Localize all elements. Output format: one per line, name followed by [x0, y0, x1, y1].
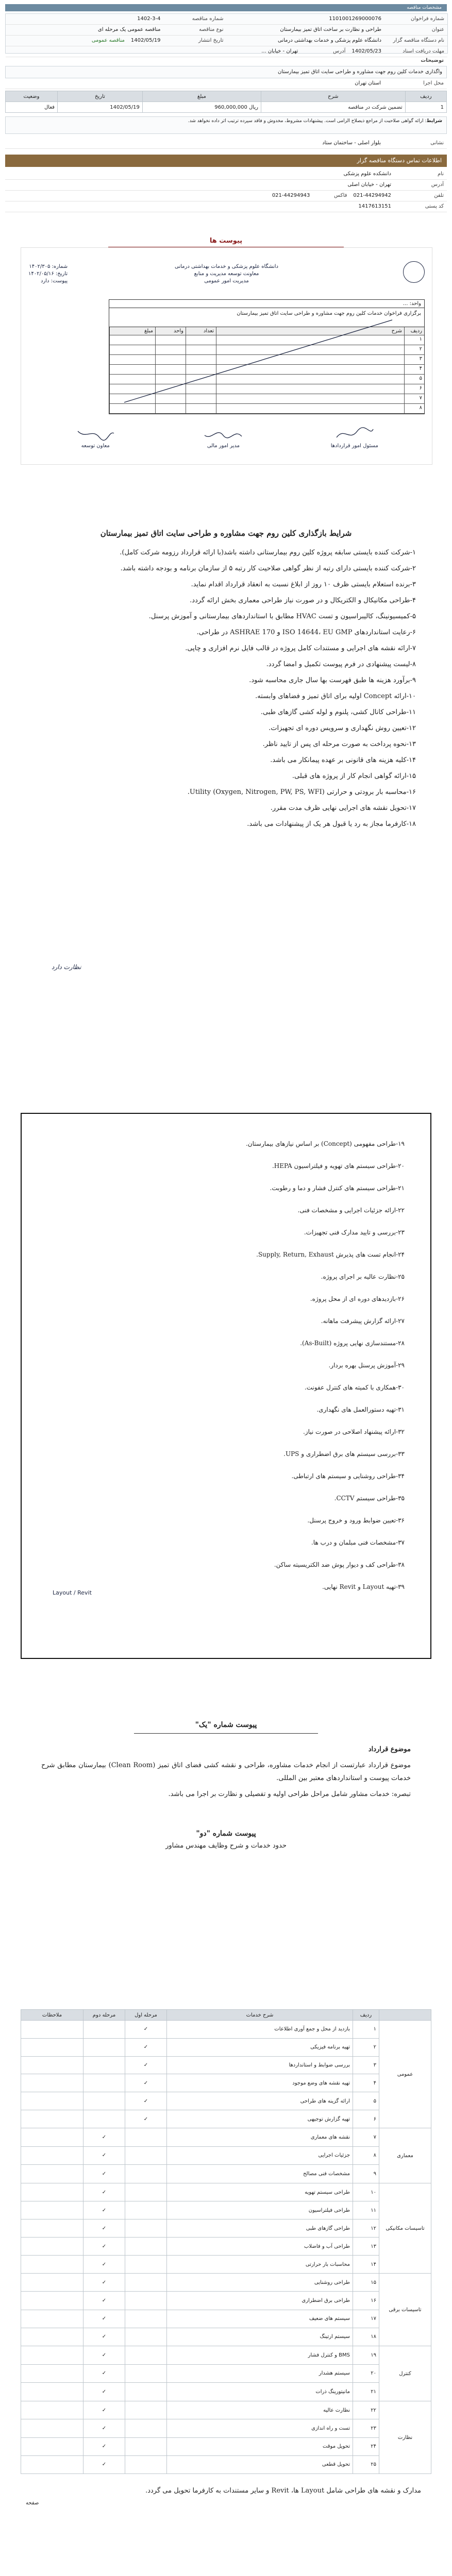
condition-item: ۱۲-تعیین روش نگهداری و سرویس دوره ای تجهیزات. — [269, 724, 416, 732]
contractor-row: محل اجرا استان تهران — [5, 78, 447, 88]
scope-cell: ✓ — [83, 2165, 125, 2183]
field-row: نوع مناقصه مناقصه عمومی یک مرحله ای — [6, 25, 227, 36]
service-desc: مانیتورینگ ذرات — [167, 2383, 353, 2401]
service-desc: تحویل قطعی — [167, 2455, 353, 2473]
row-number: ۱۸ — [353, 2328, 379, 2346]
scope-cell — [125, 2364, 167, 2383]
guarantee-table — [5, 91, 447, 113]
scope-table-page — [21, 2009, 431, 2506]
signer: معاون توسعه — [75, 426, 116, 449]
service-desc: ارائه گزینه های طراحی — [167, 2092, 353, 2110]
table-row — [21, 2092, 431, 2110]
scan-form-box: واحد: ... برگزاری فراخوان خدمات کلین روم جهت مشاوره و طراحی سایت اتاق تمیز بیمارستان ردیف شرح تعداد واحد مبلغ ۱ ۲ ۳ ۴ ۵ ۶ ۷ ۸ — [109, 299, 425, 414]
scope-cell: ✓ — [83, 2201, 125, 2219]
scope-cell — [21, 2328, 83, 2346]
th-group — [379, 2010, 431, 2021]
scan-header-left: شماره: ۱۴۰۲/۳۰۵ تاریخ: ۱۴۰۲/۰۵/۱۶ پیوست: دارد — [28, 264, 68, 284]
scope-cell — [21, 2074, 83, 2092]
row-number: ۳ — [353, 2056, 379, 2074]
service-desc: نقشه های معماری — [167, 2128, 353, 2147]
th: ملاحظات — [21, 2010, 83, 2021]
scope-cell: ✓ — [125, 2038, 167, 2056]
condition-item: ۲-شرکت کننده بایستی دارای رتبه از نظر گواهی صلاحیت کار رتبه ۵ از سازمان برنامه و بودجه داشته باشد. — [120, 565, 416, 572]
scope-cell — [21, 2310, 83, 2328]
scope-cell — [21, 2383, 83, 2401]
row-number: ۲۳ — [353, 2419, 379, 2437]
scan-box-title: واحد: ... — [109, 300, 424, 308]
scope-group: تاسیسات برقی — [379, 2274, 431, 2346]
scope-cell — [125, 2328, 167, 2346]
signature-icon — [203, 426, 244, 442]
condition-item: ۲۸-مستندسازی نهایی پروژه (As-Built). — [300, 1340, 405, 1347]
description-text: واگذاری خدمات کلین روم جهت مشاوره و طراحی سایت اتاق تمیز بیمارستان — [5, 66, 447, 78]
table-row — [21, 2346, 431, 2365]
service-desc: سیستم های ضعیف — [167, 2310, 353, 2328]
scan-continuation-page — [21, 1113, 431, 1659]
scope-cell — [125, 2419, 167, 2437]
scope-cell — [21, 2364, 83, 2383]
fields-right — [227, 14, 448, 46]
table-row — [21, 2074, 431, 2092]
fields-left — [6, 14, 227, 46]
scan-table-row: ۸ — [109, 404, 424, 414]
row-number: ۵ — [353, 2092, 379, 2110]
scope-cell: ✓ — [83, 2346, 125, 2365]
scope-group: معماری — [379, 2128, 431, 2183]
scope-cell: ✓ — [83, 2146, 125, 2165]
conditions-page — [21, 520, 431, 1056]
scope-cell — [125, 2401, 167, 2419]
th: ردیف — [353, 2010, 379, 2021]
row-number: ۲ — [353, 2038, 379, 2056]
condition-item: ۱۵-ارائه گواهی انجام کار از پروژه های قبلی. — [292, 772, 416, 780]
table-row — [21, 2219, 431, 2238]
table-row — [21, 2056, 431, 2074]
row-number: ۱۱ — [353, 2201, 379, 2219]
row-number: ۴ — [353, 2074, 379, 2092]
signature-icon — [334, 426, 375, 442]
page-number: صفحه — [26, 2500, 39, 2506]
scope-cell — [125, 2128, 167, 2147]
row-number: ۱۷ — [353, 2310, 379, 2328]
signer: مدیر امور مالی — [203, 426, 244, 449]
scope-cell: ✓ — [83, 2310, 125, 2328]
condition-item: ۲۲-ارائه جزئیات اجرایی و مشخصات فنی. — [297, 1207, 405, 1214]
scope-cell — [125, 2383, 167, 2401]
scope-cell: ✓ — [83, 2128, 125, 2147]
condition-item: ۳۰-همکاری با کمیته های کنترل عفونت. — [304, 1384, 405, 1391]
service-desc: طراحی سیستم تهویه — [167, 2183, 353, 2201]
table-row — [21, 2038, 431, 2056]
table-row — [21, 2310, 431, 2328]
th: مرحله دوم — [83, 2010, 125, 2021]
scope-cell — [125, 2238, 167, 2256]
service-desc: جزئیات اجرایی — [167, 2146, 353, 2165]
service-desc: تست و راه اندازی — [167, 2419, 353, 2437]
scope-cell — [21, 2183, 83, 2201]
th: وضعیت — [6, 91, 58, 102]
scope-group: کنترل — [379, 2346, 431, 2401]
service-desc: بازدید از محل و جمع آوری اطلاعات — [167, 2021, 353, 2039]
strike-line — [124, 320, 392, 402]
table-row — [21, 2021, 431, 2039]
service-desc: طراحی فیلتراسیون — [167, 2201, 353, 2219]
scope-cell — [21, 2455, 83, 2473]
condition-item: ۳۹-تهیه Layout و Revit نهایی. — [322, 1583, 405, 1590]
scope-footnote: مدارک و نقشه های طراحی شامل Layout ها، Revit و سایر مستندات به کارفرما تحویل می گردد. — [145, 2487, 421, 2495]
row-number: ۶ — [353, 2110, 379, 2128]
row-number: ۱۴ — [353, 2256, 379, 2274]
row-number: ۱۲ — [353, 2219, 379, 2238]
contact-bar: اطلاعات تماس دستگاه مناقصه گزار — [5, 155, 447, 167]
condition-item: ۲۳-بررسی و تایید مدارک فنی تجهیزات. — [304, 1229, 405, 1236]
table-row — [21, 2455, 431, 2473]
table-row — [21, 2183, 431, 2201]
annex-section-title: موضوع قرارداد — [368, 1745, 411, 1753]
row-number: ۲۱ — [353, 2383, 379, 2401]
scope-cell: ✓ — [125, 2021, 167, 2039]
scope-cell: ✓ — [83, 2383, 125, 2401]
condition-item: ۱-شرکت کننده بایستی سابقه پروژه کلین روم بیمارستانی داشته باشد(با ارائه قرارداد رزومه شرکت کامل). — [120, 549, 416, 556]
scope-cell: ✓ — [125, 2110, 167, 2128]
condition-item: ۳۷-مشخصات فنی مبلمان و درب ها. — [311, 1539, 405, 1546]
condition-item: ۲۵-نظارت عالیه بر اجرای پروژه. — [321, 1273, 405, 1280]
scope-cell — [21, 2038, 83, 2056]
table-row — [21, 2292, 431, 2310]
scope-cell: ✓ — [83, 2256, 125, 2274]
table-row — [21, 2419, 431, 2437]
condition-item: ۳۲-ارائه پیشنهاد اصلاحی در صورت نیاز. — [303, 1428, 405, 1435]
row-number: ۱۹ — [353, 2346, 379, 2365]
scope-cell — [83, 2038, 125, 2056]
condition-item: ۲۱-طراحی سیستم های کنترل فشار و دما و رطوبت. — [270, 1184, 405, 1192]
row-number: ۲۴ — [353, 2437, 379, 2455]
scope-cell — [21, 2201, 83, 2219]
field-row: عنوان طراحی و نظارت بر ساخت اتاق تمیز بیمارستان — [227, 25, 448, 36]
scope-cell — [83, 2056, 125, 2074]
scope-group: تاسیسات مکانیکی — [379, 2183, 431, 2274]
scope-cell — [83, 2021, 125, 2039]
scope-cell — [125, 2165, 167, 2183]
field-row: مهلت دریافت اسناد 1402/05/23 آدرس تهران - خیابان ... — [6, 46, 447, 57]
scope-cell — [125, 2346, 167, 2365]
condition-item: ۱۷-تحویل نقشه های اجرایی نهایی ظرف مدت مقرر. — [270, 804, 416, 812]
condition-item: ۳۵-طراحی سیستم CCTV. — [334, 1495, 405, 1502]
condition-item: ۱۳-نحوه پرداخت به صورت مرحله ای پس از تایید ناظر. — [262, 740, 416, 748]
th: مبلغ — [142, 91, 261, 102]
row-number: ۱۰ — [353, 2183, 379, 2201]
table-row — [21, 2128, 431, 2147]
condition-item: ۳۱-تهیه دستورالعمل های نگهداری. — [316, 1406, 405, 1413]
condition-item: ۱۶-محاسبه بار برودتی و حرارتی Utility (Oxygen, Nitrogen, PW, PS, WFI). — [187, 788, 416, 796]
row-number: ۷ — [353, 2128, 379, 2147]
description-label: توضیحات — [421, 58, 444, 63]
scope-cell — [83, 2092, 125, 2110]
table-row — [21, 2328, 431, 2346]
scope-cell — [125, 2201, 167, 2219]
scope-cell: ✓ — [83, 2455, 125, 2473]
condition-item: ۲۴-انجام تست های پذیرش Supply, Return, Exhaust. — [256, 1251, 405, 1258]
table-row — [21, 2110, 431, 2128]
description-block — [5, 56, 447, 76]
annex-one-body — [21, 1738, 431, 1809]
scope-table — [21, 2009, 431, 2474]
th: شرح خدمات — [167, 2010, 353, 2021]
scope-cell — [21, 2128, 83, 2147]
table-row — [21, 2274, 431, 2292]
condition-item: ۲۶-بازدیدهای دوره ای از محل پروژه. — [310, 1295, 405, 1302]
scope-cell: ✓ — [83, 2328, 125, 2346]
table-row — [21, 2256, 431, 2274]
scope-cell — [21, 2437, 83, 2455]
service-desc: طراحی روشنایی — [167, 2274, 353, 2292]
scope-cell — [21, 2292, 83, 2310]
continuation-list — [22, 1114, 430, 1620]
signer: مسئول امور قراردادها — [331, 426, 378, 449]
condition-item: ۸-لیست پیشنهادی در فرم پیوست تکمیل و امضا گردد. — [266, 660, 416, 668]
scope-cell — [21, 2274, 83, 2292]
row-number: ۱۶ — [353, 2292, 379, 2310]
condition-item: ۱۹-طراحی مفهومی (Concept) بر اساس نیازهای بیمارستان. — [245, 1140, 405, 1147]
scope-cell — [21, 2146, 83, 2165]
scan-form-title: برگزاری فراخوان خدمات کلین روم جهت مشاوره و طراحی سایت اتاق تمیز بیمارستان — [109, 308, 424, 327]
scope-cell — [125, 2183, 167, 2201]
scope-cell: ✓ — [125, 2092, 167, 2110]
scope-group: عمومی — [379, 2021, 431, 2128]
contact-block: نام دانشکده علوم پزشکی آدرس تهران - خیابان اصلی تلفن 021-44294942 فاکس 021-44294943 کد پستی 1417613151 — [5, 169, 447, 212]
condition-item: ۳۸-طراحی کف و دیوار پوش ضد الکتریسیته ساکن. — [274, 1561, 405, 1568]
notes-text: ارائه گواهی صلاحیت از مراجع ذیصلاح الزامی است. پیشنهادات مشروط، مخدوش و فاقد سپرده ترتیب اثر داده نخواهد شد. — [188, 118, 424, 124]
condition-item: ۳-برنده استعلام بایستی ظرف ۱۰ روز از ابلاغ نسبت به انعقاد قرارداد اقدام نماید. — [191, 581, 416, 588]
attachments-title: پیوست ها — [5, 237, 447, 249]
service-desc: سیستم ارتینگ — [167, 2328, 353, 2346]
table-row — [21, 2165, 431, 2183]
table-row — [21, 2383, 431, 2401]
condition-item: ۶-رعایت استانداردهای ISO 14644، EU GMP و ASHRAE 170 در طراحی. — [196, 629, 416, 636]
scan-table-row: ۲ — [109, 345, 424, 355]
table-row — [21, 2364, 431, 2383]
scan-page-form — [21, 247, 432, 465]
service-desc: تهیه گزارش توجیهی — [167, 2110, 353, 2128]
scope-cell — [21, 2219, 83, 2238]
row-number: ۲۵ — [353, 2455, 379, 2473]
scope-cell: ✓ — [83, 2238, 125, 2256]
scope-cell: ✓ — [83, 2274, 125, 2292]
scope-cell: ✓ — [83, 2437, 125, 2455]
scope-cell: ✓ — [83, 2419, 125, 2437]
scan-table-row: ۴ — [109, 365, 424, 375]
diagonal-strike — [114, 315, 403, 408]
scope-cell — [125, 2455, 167, 2473]
scope-cell — [21, 2346, 83, 2365]
scope-cell — [83, 2110, 125, 2128]
scope-cell — [21, 2110, 83, 2128]
portal-top-strip — [5, 4, 447, 11]
scope-cell — [125, 2437, 167, 2455]
annex-para: موضوع قرارداد عبارتست از انجام خدمات مشاوره، طراحی و نقشه کشی فضای اتاق تمیز (Clean Room) بیمارستان مطابق شرح خدمات پیوست و استانداردهای معتبر بین المللی. — [41, 1761, 411, 1782]
scope-cell — [21, 2419, 83, 2437]
scope-cell: ✓ — [83, 2364, 125, 2383]
scan-table-row: ۶ — [109, 384, 424, 394]
th: تاریخ — [57, 91, 142, 102]
condition-item: ۵-کمیسیونینگ، کالیبراسیون و تست HVAC مطابق با استانداردهای بیمارستانی و آموزش پرسنل. — [148, 613, 416, 620]
service-desc: BMS و کنترل فشار — [167, 2346, 353, 2365]
scope-cell — [21, 2092, 83, 2110]
conditions-title: شرایط بازگذاری کلین روم جهت مشاوره و طراحی سایت اتاق تمیز بیمارستان — [100, 529, 352, 538]
tender-details — [5, 13, 448, 54]
row-number: ۲۰ — [353, 2364, 379, 2383]
service-desc: بررسی ضوابط و استانداردها — [167, 2056, 353, 2074]
table-row — [21, 2146, 431, 2165]
condition-item: ۱۱-طراحی کانال کشی، پلنوم و لوله کشی گازهای طبی. — [260, 708, 416, 716]
annex-two-subtitle: حدود خدمات و شرح وظایف مهندس مشاور — [165, 1842, 287, 1850]
table-row — [21, 2201, 431, 2219]
handwritten-note: نظارت دارد — [52, 963, 81, 971]
scope-cell — [125, 2256, 167, 2274]
scope-cell — [21, 2238, 83, 2256]
notes-block: شرایط: ارائه گواهی صلاحیت از مراجع ذیصلاح الزامی است. پیشنهادات مشروط، مخدوش و فاقد سپرده ترتیب اثر داده نخواهد شد. — [5, 116, 447, 134]
table-row — [21, 2401, 431, 2419]
scope-cell — [125, 2219, 167, 2238]
service-desc: طراحی آب و فاضلاب — [167, 2238, 353, 2256]
field-row: شماره مناقصه 1402-3-4 — [6, 14, 227, 25]
signature-icon — [75, 426, 116, 442]
scope-cell — [125, 2274, 167, 2292]
scope-cell: ✓ — [83, 2219, 125, 2238]
service-desc: طراحی گازهای طبی — [167, 2219, 353, 2238]
th: ردیف — [405, 91, 446, 102]
row-number: ۱۳ — [353, 2238, 379, 2256]
service-desc: تهیه نقشه های وضع موجود — [167, 2074, 353, 2092]
condition-item: ۳۴-طراحی روشنایی و سیستم های ارتباطی. — [291, 1472, 405, 1480]
table-row: 1 تضمین شرکت در مناقصه ریال 960,000,000 1402/05/19 فعال — [6, 102, 447, 113]
field-row: شماره فراخوان 1101001269000076 — [227, 14, 448, 25]
service-desc: تحویل موقت — [167, 2437, 353, 2455]
scope-cell — [21, 2056, 83, 2074]
scan-header-center: دانشگاه علوم پزشکی و خدمات بهداشتی درمانی معاونت توسعه مدیریت و منابع مدیریت امور عمومی — [174, 264, 279, 284]
field-row: تاریخ انتشار 1402/05/19 مناقصه عمومی — [6, 36, 227, 46]
condition-item: ۳۶-تعیین ضوابط ورود و خروج پرسنل. — [307, 1517, 405, 1524]
condition-item: ۱۰-ارائه Concept اولیه برای اتاق تمیز و فضاهای وابسته. — [255, 692, 416, 700]
condition-item: ۲۹-آموزش پرسنل بهره بردار. — [328, 1362, 405, 1369]
notes-title: شرایط — [426, 118, 442, 124]
scope-cell — [125, 2310, 167, 2328]
location-row: نشانی بلوار اصلی - ساختمان ستاد — [5, 138, 447, 149]
scope-cell — [21, 2021, 83, 2039]
scan-table-row: ۷ — [109, 394, 424, 404]
row-number: ۸ — [353, 2146, 379, 2165]
scope-cell — [125, 2292, 167, 2310]
scope-cell — [21, 2256, 83, 2274]
table-row — [21, 2238, 431, 2256]
th: مرحله اول — [125, 2010, 167, 2021]
scope-cell: ✓ — [125, 2074, 167, 2092]
service-desc: سیستم هشدار — [167, 2364, 353, 2383]
conditions-list — [21, 546, 431, 831]
row-number: ۹ — [353, 2165, 379, 2183]
row-number: ۱۵ — [353, 2274, 379, 2292]
annex-one-page — [21, 1716, 431, 1984]
condition-item: ۲۷-ارائه گزارش پیشرفت ماهانه. — [321, 1317, 405, 1325]
condition-item: ۹-برآورد هزینه ها طبق فهرست بها سال جاری محاسبه شود. — [249, 676, 416, 684]
university-logo — [403, 261, 425, 283]
scope-cell — [83, 2074, 125, 2092]
scan-signers — [31, 426, 422, 449]
scope-cell — [21, 2401, 83, 2419]
condition-item: ۳۳-بررسی سیستم های برق اضطراری و UPS. — [283, 1450, 405, 1458]
row-number: ۲۲ — [353, 2401, 379, 2419]
scope-group: نظارت — [379, 2401, 431, 2474]
condition-item: ۲۰-طراحی سیستم های تهویه و فیلتراسیون HEPA. — [272, 1162, 405, 1170]
service-desc: محاسبات بار حرارتی — [167, 2256, 353, 2274]
scan-table-row: ۱ — [109, 335, 424, 345]
scan-table-row: ۵ — [109, 375, 424, 384]
service-desc: تهیه برنامه فیزیکی — [167, 2038, 353, 2056]
scope-cell — [125, 2146, 167, 2165]
condition-item: ۴-طراحی مکانیکال و الکتریکال و در صورت نیاز طراحی معماری بخش ارائه گردد. — [190, 597, 416, 604]
scope-cell — [21, 2165, 83, 2183]
annex-one-title: پیوست شماره "یک" — [195, 1721, 257, 1729]
portal-title: مشخصات مناقصه — [5, 4, 447, 11]
field-row: نام دستگاه مناقصه گزار دانشگاه علوم پزشکی و خدمات بهداشتی درمانی — [227, 36, 448, 46]
condition-item: ۱۴-کلیه هزینه های قانونی بر عهده پیمانکار می باشد. — [270, 756, 416, 764]
table-row — [21, 2437, 431, 2455]
row-number: ۱ — [353, 2021, 379, 2039]
scope-cell: ✓ — [83, 2401, 125, 2419]
condition-item: ۱۸-کارفرما مجاز به رد یا قبول هر یک از پیشنهادات می باشد. — [247, 820, 416, 828]
publish-badge: مناقصه عمومی — [91, 38, 125, 43]
condition-item: ۷-ارائه نقشه های اجرایی و مستندات کامل پروژه در قالب فایل نرم افزاری و چاپی. — [185, 645, 416, 652]
service-desc: نظارت عالیه — [167, 2401, 353, 2419]
scan-table-row: ۳ — [109, 355, 424, 365]
th: شرح — [261, 91, 405, 102]
service-desc: طراحی برق اضطراری — [167, 2292, 353, 2310]
layout-note: Layout / Revit — [53, 1589, 92, 1596]
scope-cell: ✓ — [125, 2056, 167, 2074]
service-desc: مشخصات فنی مصالح — [167, 2165, 353, 2183]
annex-para: تبصره: خدمات مشاور شامل مراحل طراحی اولیه و تفصیلی و نظارت بر اجرا می باشد. — [168, 1790, 411, 1798]
scope-cell: ✓ — [83, 2292, 125, 2310]
annex-two-title: پیوست شماره "دو" — [196, 1829, 256, 1838]
scope-cell: ✓ — [83, 2183, 125, 2201]
